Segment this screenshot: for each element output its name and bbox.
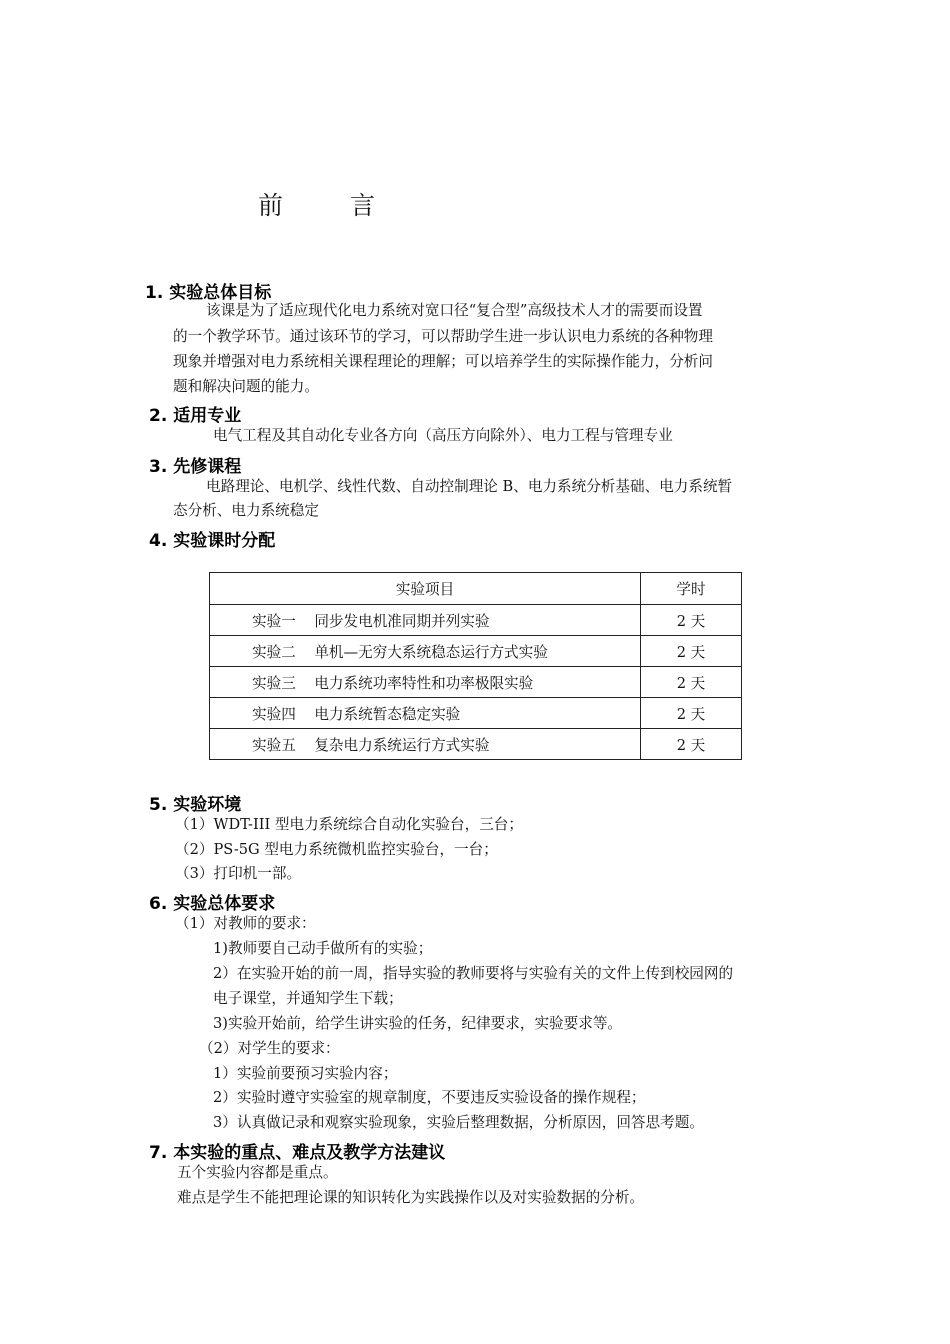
section-7-line-1: 五个实验内容都是重点。 xyxy=(177,1164,338,1181)
page-title-right: 言 xyxy=(350,191,376,220)
table-row xyxy=(210,605,742,636)
section-6-line-7: 1）实验前要预习实验内容； xyxy=(213,1065,398,1082)
section-1-line-2: 的一个教学环节。通过该环节的学习，可以帮助学生进一步认识电力系统的各种物理 xyxy=(173,328,713,345)
section-6-line-2: 1)教师要自己动手做所有的实验； xyxy=(213,940,433,957)
table-cell-item: 实验五 复杂电力系统运行方式实验 xyxy=(210,729,641,760)
table-header-hours: 学时 xyxy=(641,573,742,605)
section-6-line-1: （1）对教师的要求： xyxy=(175,915,316,932)
section-1-line-3: 现象并增强对电力系统相关课程理论的理解；可以培养学生的实际操作能力，分析问 xyxy=(173,353,713,370)
table-row xyxy=(210,636,742,667)
section-4-heading: 4. 实验课时分配 xyxy=(149,531,276,551)
section-6-line-6: （2）对学生的要求： xyxy=(199,1040,340,1057)
section-5-line-2: （2）PS-5G 型电力系统微机监控实验台，一台； xyxy=(175,841,498,858)
section-7-line-2: 难点是学生不能把理论课的知识转化为实践操作以及对实验数据的分析。 xyxy=(177,1189,645,1206)
table-cell-hours: 2 天 xyxy=(641,667,742,698)
table-row xyxy=(210,667,742,698)
section-7-heading: 7. 本实验的重点、难点及教学方法建议 xyxy=(149,1143,446,1163)
table-cell-item: 实验二 单机—无穷大系统稳态运行方式实验 xyxy=(210,636,641,667)
table-row xyxy=(210,698,742,729)
section-3-line-2: 态分析、电力系统稳定 xyxy=(173,502,319,519)
table-row xyxy=(210,729,742,760)
section-1-line-4: 题和解决问题的能力。 xyxy=(173,378,319,395)
table-cell-item: 实验三 电力系统功率特性和功率极限实验 xyxy=(210,667,641,698)
section-3-heading: 3. 先修课程 xyxy=(149,457,242,477)
section-6-line-5: 3)实验开始前，给学生讲实验的任务，纪律要求，实验要求等。 xyxy=(213,1015,623,1032)
section-6-heading: 6. 实验总体要求 xyxy=(149,894,276,914)
section-5-heading: 5. 实验环境 xyxy=(149,795,242,815)
section-6-line-4: 电子课堂，并通知学生下载； xyxy=(213,990,403,1007)
table-cell-item: 实验一 同步发电机准同期并列实验 xyxy=(210,605,641,636)
table-cell-hours: 2 天 xyxy=(641,698,742,729)
section-6-line-8: 2）实验时遵守实验室的规章制度，不要违反实验设备的操作规程； xyxy=(213,1089,646,1106)
table-cell-item: 实验四 电力系统暂态稳定实验 xyxy=(210,698,641,729)
section-1-heading: 1. 实验总体目标 xyxy=(145,283,272,303)
section-6-line-9: 3）认真做记录和观察实验现象，实验后整理数据，分析原因，回答思考题。 xyxy=(213,1114,704,1131)
section-2-heading: 2. 适用专业 xyxy=(149,406,242,426)
section-1-line-1: 该课是为了适应现代化电力系统对宽口径“复合型”高级技术人才的需要而设置 xyxy=(206,302,703,319)
table-header-item: 实验项目 xyxy=(210,573,641,605)
table-header-row xyxy=(210,573,742,605)
section-6-line-3: 2）在实验开始的前一周，指导实验的教师要将与实验有关的文件上传到校园网的 xyxy=(213,965,734,982)
page-title-left: 前 xyxy=(258,191,284,220)
section-5-line-3: （3）打印机一部。 xyxy=(175,865,302,882)
section-2-line-1: 电气工程及其自动化专业各方向（高压方向除外）、电力工程与管理专业 xyxy=(213,427,673,444)
schedule-table xyxy=(209,572,742,760)
table-cell-hours: 2 天 xyxy=(641,729,742,760)
table-cell-hours: 2 天 xyxy=(641,605,742,636)
section-5-line-1: （1）WDT-III 型电力系统综合自动化实验台，三台； xyxy=(175,816,523,833)
section-3-line-1: 电路理论、电机学、线性代数、自动控制理论 B、电力系统分析基础、电力系统暂 xyxy=(206,478,733,495)
table-cell-hours: 2 天 xyxy=(641,636,742,667)
